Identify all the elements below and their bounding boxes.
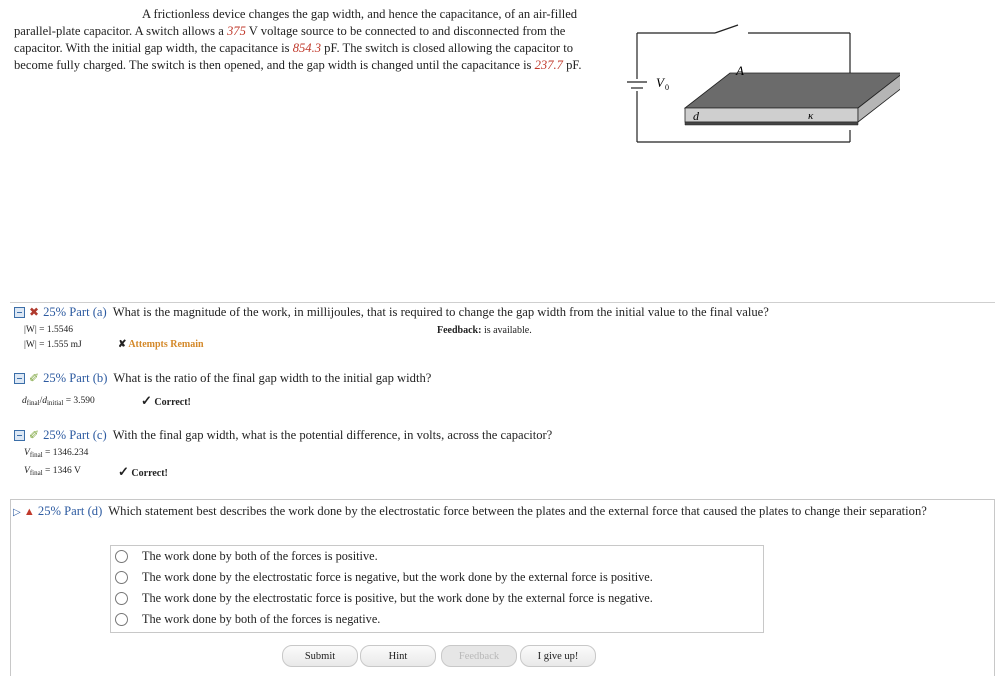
problem-text: A frictionless device changes the gap width, and hence the capacitance, of an air-filled parallel-plate capacitor. A switch allows a (14, 7, 578, 38)
part-b-answer: $d_{final}/d_{initial} = 3.590$ (22, 396, 95, 407)
problem-text: V voltage source to be connected to and disconnected from the capacitor. With the initial gap width, the capacitance is (14, 24, 566, 55)
part-a-feedback: Feedback: is available. (437, 325, 532, 336)
problem-text: pF. (562, 58, 582, 72)
part-a-answer-2: |W| = 1.555 mJ (24, 340, 82, 350)
area-label: A (736, 63, 744, 78)
answer-choices (110, 545, 764, 633)
choice-2[interactable]: The work done by the electrostatic force is negative, but the work done by the external force is positive. (111, 567, 763, 588)
collapse-icon[interactable] (14, 307, 25, 318)
kappa-label: κ (808, 110, 814, 122)
radio-button[interactable] (115, 592, 128, 605)
warning-icon: ▲ (23, 506, 35, 518)
initial-capacitance-value: 854.3 (292, 41, 322, 55)
part-a-status: ✘ Attempts Remain (118, 339, 204, 350)
checkmark-icon: ✓ (118, 464, 129, 479)
voltage-value: 375 (226, 24, 246, 38)
svg-text:0: 0 (665, 83, 669, 92)
part-c-answer-2: $V_{final} = 1346$ V (24, 466, 81, 477)
feedback-button[interactable]: Feedback (441, 645, 517, 667)
part-d-percent: 25% Part (d) (37, 504, 103, 518)
checkmark-icon: ✓ (141, 393, 152, 408)
part-b-percent: 25% Part (b) (43, 371, 108, 385)
collapse-icon[interactable] (14, 373, 25, 384)
problem-statement (14, 6, 604, 74)
part-c-header (14, 428, 552, 443)
capacitor-circuit-diagram (620, 20, 900, 150)
switch-icon (715, 25, 738, 33)
problem-text: pF. The switch is closed allowing the capacitor to become fully charged. The switch is then opened, and the gap width is changed until the capacitance is (14, 41, 574, 72)
submit-button[interactable]: Submit (282, 645, 358, 667)
part-d-question: Which statement best describes the work done by the electrostatic force between the plates and the external force that caused the plates to change their separation? (108, 504, 927, 518)
part-b-status: ✓ Correct! (141, 393, 191, 408)
part-a-percent: 25% Part (a) (43, 305, 107, 319)
check-pencil-icon: ✐ (29, 428, 40, 442)
bottom-plate (685, 122, 858, 125)
x-icon: ✘ (118, 339, 129, 350)
part-c-answer-1: $V_{final} = 1346.234$ (24, 448, 89, 459)
choice-1[interactable]: The work done by both of the forces is positive. (111, 546, 763, 567)
check-pencil-icon: ✐ (29, 371, 40, 385)
gap-label: d (693, 109, 699, 123)
choice-4[interactable]: The work done by both of the forces is negative. (111, 609, 763, 630)
voltage-label: V (656, 75, 664, 90)
part-c-question: With the final gap width, what is the potential difference, in volts, across the capacitor? (112, 428, 553, 442)
collapse-icon[interactable] (14, 430, 25, 441)
part-a-question: What is the magnitude of the work, in millijoules, that is required to change the gap width from the initial value to the final value? (112, 305, 769, 319)
part-b-header (14, 371, 431, 386)
choice-3[interactable]: The work done by the electrostatic force is positive, but the work done by the external force is negative. (111, 588, 763, 609)
dielectric-slab (685, 108, 858, 122)
part-a-answer-1: |W| = 1.5546 (24, 325, 74, 335)
give-up-button[interactable]: I give up! (520, 645, 596, 667)
hint-button[interactable]: Hint (360, 645, 436, 667)
part-a-header (14, 305, 769, 320)
part-c-percent: 25% Part (c) (43, 428, 107, 442)
x-mark-icon: ✖ (29, 305, 40, 319)
radio-button[interactable] (115, 571, 128, 584)
final-capacitance-value: 237.7 (534, 58, 563, 72)
expand-arrow-icon[interactable]: ▷ (13, 507, 21, 518)
radio-button[interactable] (115, 613, 128, 626)
part-d-header (13, 503, 988, 521)
part-b-question: What is the ratio of the final gap width to the initial gap width? (113, 371, 432, 385)
divider (10, 302, 995, 303)
part-c-status: ✓ Correct! (118, 464, 168, 479)
radio-button[interactable] (115, 550, 128, 563)
